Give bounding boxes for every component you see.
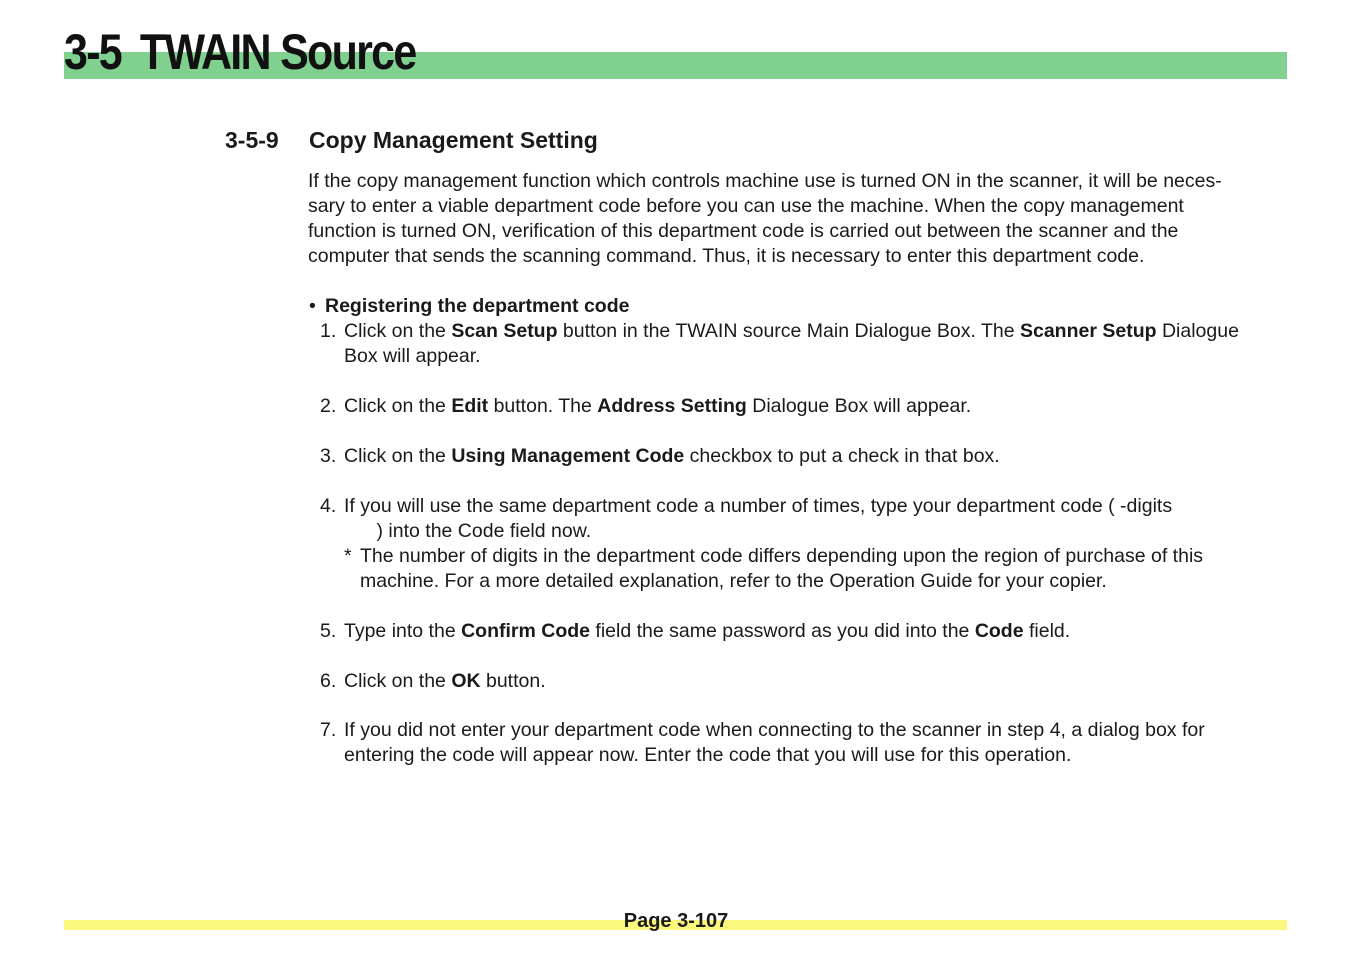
bullet-dot: • — [309, 295, 316, 317]
intro-line: function is turned ON, verification of this department code is carried out between the scanner and the — [308, 220, 1179, 242]
bullet-title: Registering the department code — [325, 295, 630, 317]
step-text: ) into the Code field now. — [344, 520, 592, 542]
step-text: button in the TWAIN source Main Dialogue Box. The — [557, 320, 1020, 342]
step-number: 7. — [320, 719, 337, 741]
step-5 — [320, 619, 1070, 644]
step-text: field the same password as you did into the — [590, 620, 975, 642]
step-7 — [320, 718, 1205, 768]
step-text: Dialogue — [1156, 320, 1239, 342]
address-setting-label: Address Setting — [597, 395, 747, 417]
step-text: button. The — [488, 395, 598, 417]
step-text: Click on the — [344, 395, 452, 417]
step-text: Click on the — [344, 670, 452, 692]
edit-label: Edit — [451, 395, 489, 417]
section-heading — [225, 125, 598, 155]
scan-setup-label: Scan Setup — [451, 320, 558, 342]
step-number: 2. — [320, 395, 337, 417]
scanner-setup-label: Scanner Setup — [1019, 320, 1157, 342]
page-number: Page 3-107 — [623, 910, 729, 932]
step-text: checkbox to put a check in that box. — [684, 445, 1000, 467]
code-label: Code — [974, 620, 1024, 642]
step-1 — [320, 319, 1239, 369]
chapter-number: 3-5 — [64, 24, 121, 80]
step-number: 6. — [320, 670, 337, 692]
intro-line: sary to enter a viable department code before you can use the machine. When the copy management — [308, 195, 1184, 217]
intro-line: computer that sends the scanning command. Thus, it is necessary to enter this department code. — [308, 245, 1145, 267]
note-text: machine. For a more detailed explanation, refer to the Operation Guide for your copier. — [360, 570, 1107, 592]
step-4-note — [344, 544, 1203, 594]
step-text: Box will appear. — [344, 345, 481, 367]
note-text: The number of digits in the department code differs depending upon the region of purchase of this — [360, 545, 1204, 567]
step-number: 4. — [320, 495, 337, 517]
step-text: If you will use the same department code a number of times, type your department code ( -digits — [344, 495, 1173, 517]
step-6 — [320, 669, 546, 694]
step-number: 1. — [320, 320, 337, 342]
step-text: Click on the — [344, 320, 452, 342]
step-text: Dialogue Box will appear. — [746, 395, 972, 417]
step-number: 3. — [320, 445, 337, 467]
bullet-heading — [309, 294, 629, 319]
step-text: Type into the — [344, 620, 462, 642]
section-number: 3-5-9 — [225, 127, 279, 153]
step-number: 5. — [320, 620, 337, 642]
intro-paragraph — [308, 169, 1298, 269]
step-2 — [320, 394, 971, 419]
ok-label: OK — [451, 670, 481, 692]
step-text: If you did not enter your department code when connecting to the scanner in step 4, a dialog box for — [344, 719, 1205, 741]
using-management-code-label: Using Management Code — [451, 445, 685, 467]
step-4 — [320, 494, 1172, 544]
step-3 — [320, 444, 1000, 469]
step-text: Click on the — [344, 445, 452, 467]
section-title: Copy Management Setting — [309, 127, 598, 153]
note-asterisk: * — [344, 545, 352, 567]
step-text: button. — [480, 670, 546, 692]
intro-line: If the copy management function which controls machine use is turned ON in the scanner, it will be neces- — [308, 170, 1222, 192]
chapter-title — [64, 22, 416, 82]
confirm-code-label: Confirm Code — [461, 620, 590, 642]
step-text: entering the code will appear now. Enter the code that you will use for this operation. — [344, 744, 1072, 766]
chapter-title-text: TWAIN Source — [139, 24, 416, 80]
step-text: field. — [1023, 620, 1071, 642]
